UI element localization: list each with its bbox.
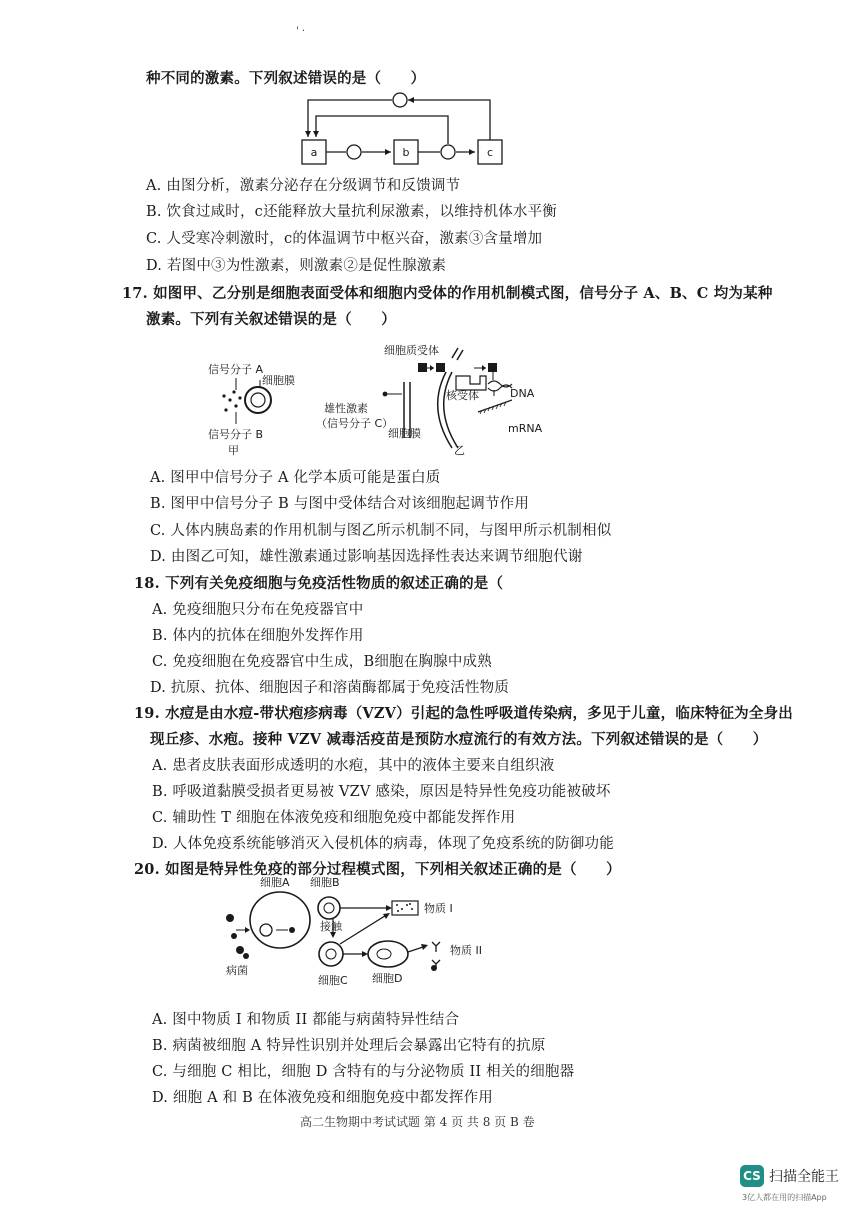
q17-figure-yi: [316, 343, 543, 457]
q20-cell-d-label: 细胞D: [372, 972, 403, 985]
q16-circle-2: [347, 145, 361, 159]
q20-cell-d: [368, 941, 408, 967]
q20-cell-c-label: 细胞C: [318, 974, 348, 987]
q17-cytoplasm-receptor-label: 细胞质受体: [384, 344, 439, 357]
q17-option-c: C. 人体内胰岛素的作用机制与图乙所示机制不同，与图甲所示机制相似: [150, 523, 612, 539]
q16-label-c: c: [486, 146, 494, 159]
q17-signal-a-label: 信号分子 A: [208, 363, 264, 376]
scanner-brand-watermark: [740, 1163, 850, 1203]
q17-signal-b-label: 信号分子 B: [208, 428, 264, 441]
q17-androgen-label: 雄性激素: [324, 402, 368, 415]
q17-stem-line1: 17. 如图甲、乙分别是细胞表面受体和细胞内受体的作用机制模式图，信号分子 A、B、C 均为某种: [122, 285, 773, 302]
q16-option-b: B. 饮食过咸时，c还能释放大量抗利尿激素，以维持机体水平衡: [146, 204, 557, 220]
q16-option-a: A. 由图分析，激素分泌存在分级调节和反馈调节: [146, 178, 461, 194]
scan-marks: ' ·: [296, 26, 306, 37]
brand-tagline: 3亿人都在用的扫描App: [742, 1193, 827, 1202]
q20-stem: 20. 如图是特异性免疫的部分过程模式图，下列相关叙述正确的是（ ）: [134, 861, 621, 878]
q20-substance-1-label: 物质 I: [424, 902, 453, 915]
brand-name: 扫描全能王: [769, 1169, 839, 1185]
q17-signal-c-label: （信号分子 C）: [316, 417, 394, 430]
q19-option-c: C. 辅助性 T 细胞在体液免疫和细胞免疫中都能发挥作用: [152, 810, 516, 826]
q20-cell-a: [250, 892, 310, 948]
q19-stem-line1: 19. 水痘是由水痘-带状疱疹病毒（VZV）引起的急性呼吸道传染病，多见于儿童，临床特征为全身出: [134, 705, 793, 722]
q19-stem-line2: 现丘疹、水疱。接种 VZV 减毒活疫苗是预防水痘流行的有效方法。下列叙述错误的是（ ）: [150, 731, 768, 748]
q16-circle-1: [393, 93, 407, 107]
q17-stem-line2: 激素。下列有关叙述错误的是（ ）: [146, 311, 396, 328]
q20-cell-a-label: 细胞A: [260, 876, 290, 889]
q18-option-a: A. 免疫细胞只分布在免疫器官中: [152, 602, 364, 618]
q20-immune-diagram: [220, 874, 510, 994]
q19-option-d: D. 人体免疫系统能够消灭入侵机体的病毒，体现了免疫系统的防御功能: [152, 836, 614, 852]
q18-option-b: B. 体内的抗体在细胞外发挥作用: [152, 628, 364, 644]
q17-dna-label: DNA: [510, 387, 535, 400]
q17-membrane-label-2: 细胞膜: [388, 427, 421, 440]
q17-option-a: A. 图甲中信号分子 A 化学本质可能是蛋白质: [150, 470, 441, 486]
q20-contact-label: 接触: [320, 920, 342, 933]
q17-nuclear-receptor-label: 核受体: [446, 389, 479, 402]
q19-option-b: B. 呼吸道黏膜受损者更易被 VZV 感染，原因是特异性免疫功能被破坏: [152, 784, 611, 800]
q20-option-d: D. 细胞 A 和 B 在体液免疫和细胞免疫中都发挥作用: [152, 1090, 493, 1106]
q18-option-c: C. 免疫细胞在免疫器官中生成，B细胞在胸腺中成熟: [152, 654, 492, 670]
q20-option-a: A. 图中物质 I 和物质 II 都能与病菌特异性结合: [152, 1012, 460, 1028]
q16-circle-3: [441, 145, 455, 159]
q17-receptor-diagram: [196, 340, 556, 462]
q16-label-b: b: [402, 146, 410, 159]
q18-stem: 18. 下列有关免疫细胞与免疫活性物质的叙述正确的是（: [134, 575, 504, 592]
q17-figure-jia: [208, 362, 295, 457]
camscanner-logo-icon: CS: [740, 1165, 764, 1187]
q16-stem: 种不同的激素。下列叙述错误的是（ ）: [146, 70, 426, 87]
q20-cell-c: [319, 942, 343, 966]
q16-option-c: C. 人受寒冷刺激时，c的体温调节中枢兴奋，激素③含量增加: [146, 231, 543, 247]
q19-option-a: A. 患者皮肤表面形成透明的水疱，其中的液体主要来自组织液: [152, 758, 555, 774]
q17-label-yi: 乙: [454, 444, 465, 457]
q20-option-b: B. 病菌被细胞 A 特异性识别并处理后会暴露出它特有的抗原: [152, 1038, 546, 1054]
q18-option-d: D. 抗原、抗体、细胞因子和溶菌酶都属于免疫活性物质: [150, 680, 510, 696]
q16-label-a: a: [310, 146, 318, 159]
q20-option-c: C. 与细胞 C 相比，细胞 D 含特有的与分泌物质 II 相关的细胞器: [152, 1064, 575, 1080]
q17-mrna-label: mRNA: [508, 422, 543, 435]
q17-option-b: B. 图甲中信号分子 B 与图中受体结合对该细胞起调节作用: [150, 496, 530, 512]
q16-option-d: D. 若图中③为性激素，则激素②是促性腺激素: [146, 258, 447, 274]
q17-option-d: D. 由图乙可知，雄性激素通过影响基因选择性表达来调节细胞代谢: [150, 549, 583, 565]
q20-pathogen-label: 病菌: [226, 964, 248, 977]
q20-substance-1-box: [392, 901, 418, 915]
page-footer: 高二生物期中考试试题 第 4 页 共 8 页 B 卷: [300, 1115, 535, 1129]
q17-membrane-label-1: 细胞膜: [262, 374, 295, 387]
q17-label-jia: 甲: [228, 444, 239, 457]
q20-cell-b: [318, 897, 340, 919]
q20-cell-b-label: 细胞B: [310, 876, 340, 889]
q16-hormone-regulation-diagram: [290, 88, 520, 170]
q20-substance-2-label: 物质 II: [450, 944, 482, 957]
